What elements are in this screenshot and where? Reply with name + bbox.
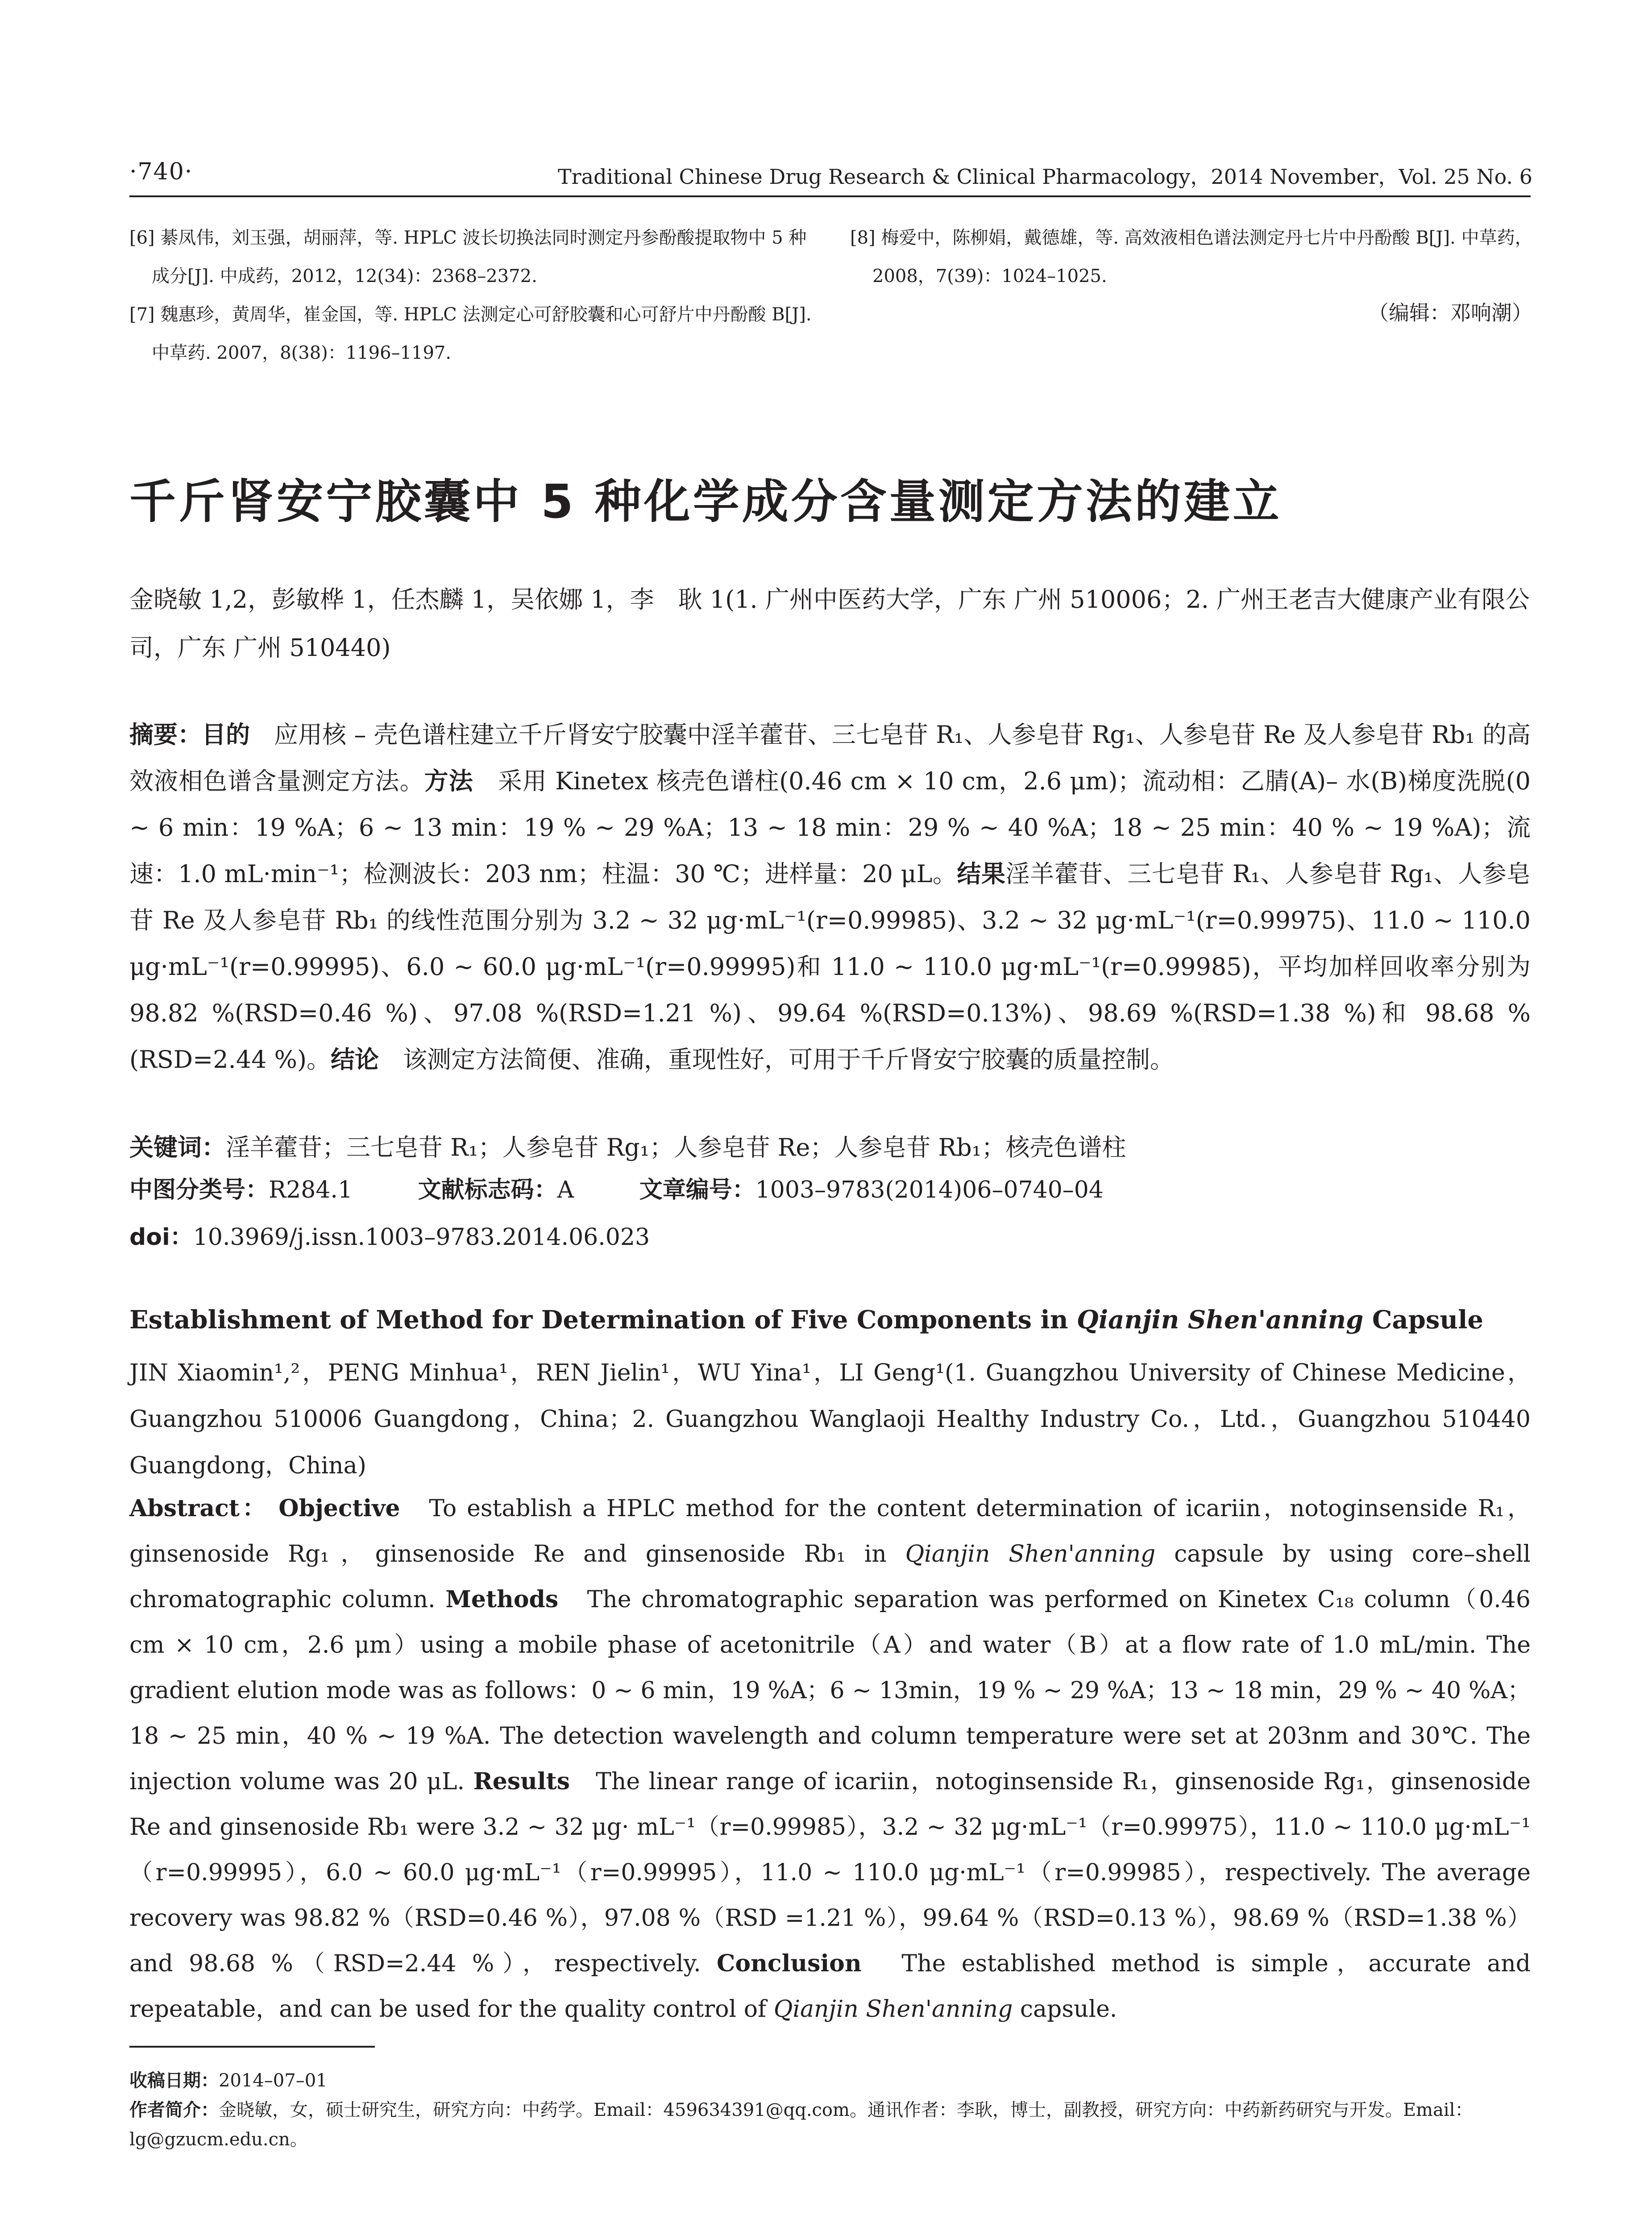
articleno-label: 文章编号： bbox=[639, 1177, 755, 1203]
methods-label: 方法 bbox=[424, 767, 473, 795]
author-info-label: 作者简介： bbox=[129, 2100, 219, 2120]
reference-item: [7] 魏惠珍，黄周华，崔金国，等. HPLC 法测定心可舒胶囊和心可舒片中丹酚酸 B[J]. 中草药. 2007，8(38)：1196–1197. bbox=[129, 304, 812, 363]
received-label: 收稿日期： bbox=[129, 2070, 219, 2091]
en-methods-label: Methods bbox=[445, 1586, 559, 1613]
keywords-label: 关键词： bbox=[129, 1133, 226, 1161]
english-title bbox=[129, 1305, 1483, 1335]
en-objective-text-end: capsule by using core–shell chromatographic column. bbox=[129, 1541, 1531, 1613]
references-left-column bbox=[129, 219, 817, 372]
english-title-italic: Qianjin Shen'anning bbox=[1077, 1305, 1364, 1335]
english-abstract bbox=[129, 1486, 1531, 2032]
english-title-suffix: Capsule bbox=[1363, 1305, 1483, 1335]
article-title: 千斤肾安宁胶囊中 5 种化学成分含量测定方法的建立 bbox=[129, 474, 1282, 529]
conclusion-text: 该测定方法简便、准确，重现性好，可用于千斤肾安宁胶囊的质量控制。 bbox=[379, 1045, 1175, 1074]
journal-header: Traditional Chinese Drug Research & Clinical Pharmacology，2014 November，Vol. 25 No. 6 bbox=[558, 165, 1532, 189]
chinese-abstract bbox=[129, 712, 1531, 1083]
keywords bbox=[129, 1124, 1531, 1171]
classification-line bbox=[129, 1171, 1162, 1204]
keywords-text: 淫羊藿苷；三七皂苷 R₁；人参皂苷 Rg₁；人参皂苷 Re；人参皂苷 Rb₁；核壳色谱柱 bbox=[226, 1133, 1126, 1161]
doi-line bbox=[129, 1218, 650, 1252]
doccode-label: 文献标志码： bbox=[418, 1177, 557, 1203]
en-abstract-label: Abstract： bbox=[129, 1495, 269, 1522]
doccode-value: A bbox=[557, 1177, 574, 1203]
reference-item: [8] 梅爱中，陈柳娟，戴德雄，等. 高效液相色谱法测定丹七片中丹酚酸 B[J]. 中草药，2008，7(39)：1024–1025. bbox=[850, 228, 1533, 286]
clc-label: 中图分类号： bbox=[129, 1177, 269, 1203]
objective-label: 目的 bbox=[202, 721, 250, 749]
footnote-divider bbox=[129, 2046, 375, 2048]
en-results-text: The linear range of icariin，notoginsenside R₁，ginsenoside Rg₁，ginsenoside Re and ginsenoside Rb₁ were 3.2 ~ 32 μg· mL⁻¹（r=0.99985），3.2 ~ 32 μg·mL⁻¹（r=0.99975），11.0 ~ 110.0 μg·mL⁻¹（r=0.99995），6.0 ~ 60.0 μg·mL⁻¹（r=0.99995），11.0 ~ 110.0 μg·mL⁻¹（r=0.99985），respectively. The average recovery was 98.82 %（RSD=0.46 %），97.08 %（RSD =1.21 %），99.64 %（RSD=0.13 %），98.69 %（RSD=1.38 %）and 98.68 %（RSD=2.44 %），respectively. bbox=[129, 1768, 1531, 1977]
results-text: 淫羊藿苷、三七皂苷 R₁、人参皂苷 Rg₁、人参皂苷 Re 及人参皂苷 Rb₁ 的线性范围分别为 3.2 ~ 32 μg·mL⁻¹(r=0.99985)、3.2 ~ 32 μg·mL⁻¹(r=0.99975)、11.0 ~ 110.0 μg·mL⁻¹(r=0.99995)、6.0 ~ 60.0 μg·mL⁻¹(r=0.99995)和 11.0 ~ 110.0 μg·mL⁻¹(r=0.99985)，平均加样回收率分别为 98.82 %(RSD=0.46 %)、97.08 %(RSD=1.21 %)、99.64 %(RSD=0.13%)、98.69 %(RSD=1.38 %)和 98.68 %(RSD=2.44 %)。 bbox=[129, 860, 1531, 1074]
footnotes bbox=[129, 2066, 1531, 2154]
en-conclusion-text-end: capsule. bbox=[1013, 1996, 1117, 2023]
conclusion-label: 结论 bbox=[331, 1045, 379, 1074]
author-list: 金晓敏 1,2，彭敏桦 1，任杰麟 1，吴依娜 1，李 耿 1(1. 广州中医药大学，广东 广州 510006；2. 广州王老吉大健康产业有限公司，广东 广州 510440) bbox=[129, 585, 1530, 662]
header-divider bbox=[129, 195, 1531, 197]
en-objective-label: Objective bbox=[278, 1495, 400, 1522]
objective-text: 应用核 – 壳色谱柱建立千斤肾安宁胶囊中淫羊藿苷、三七皂苷 R₁、人参皂苷 Rg₁、人参皂苷 Re 及人参皂苷 Rb₁ 的高效液相色谱含量测定方法。 bbox=[129, 721, 1531, 795]
author-info bbox=[129, 2095, 1531, 2154]
en-methods-text: The chromatographic separation was performed on Kinetex C₁₈ column（0.46 cm × 10 cm，2.6 μm）using a mobile phase of acetonitrile（A）and water（B）at a flow rate of 1.0 mL/min. The gradient elution mode was as follows：0 ~ 6 min，19 %A；6 ~ 13min，19 % ~ 29 %A；13 ~ 18 min，29 % ~ 40 %A；18 ~ 25 min，40 % ~ 19 %A. The detection wavelength and column temperature were set at 203nm and 30℃. The injection volume was 20 μL. bbox=[129, 1586, 1531, 1795]
doi-label: doi： bbox=[129, 1224, 193, 1251]
en-conclusion-label: Conclusion bbox=[717, 1950, 862, 1977]
received-date bbox=[129, 2066, 1531, 2095]
page-number: ·740· bbox=[129, 158, 193, 185]
methods-text: 采用 Kinetex 核壳色谱柱(0.46 cm × 10 cm，2.6 μm)；流动相：乙腈(A)– 水(B)梯度洗脱(0 ~ 6 min：19 %A；6 ~ 13 min：19 % ~ 29 %A；13 ~ 18 min：29 % ~ 40 %A；18 ~ 25 min：40 % ~ 19 %A)；流速：1.0 mL·min⁻¹；检测波长：203 nm；柱温：30 ℃；进样量：20 μL。 bbox=[129, 767, 1531, 888]
en-objective-text: To establish a HPLC method for the content determination of icariin，notoginsenside R₁，ginsenoside Rg₁，ginsenoside Re and ginsenoside Rb₁ in bbox=[129, 1495, 1531, 1568]
english-title-text: Establishment of Method for Determination of Five Components in bbox=[129, 1305, 1077, 1335]
articleno-value: 1003–9783(2014)06–0740–04 bbox=[755, 1177, 1104, 1203]
abstract-label: 摘要： bbox=[129, 721, 202, 749]
en-results-label: Results bbox=[473, 1768, 570, 1795]
en-objective-italic: Qianjin Shen'anning bbox=[905, 1541, 1156, 1568]
editor-credit: （编辑：邓响潮） bbox=[1368, 301, 1532, 325]
en-conclusion-text: The established method is simple，accurate and repeatable，and can be used for the quality control of bbox=[129, 1950, 1531, 2023]
author-info-text: 金晓敏，女，硕士研究生，研究方向：中药学。Email：459634391@qq.com。通讯作者：李耿，博士，副教授，研究方向：中药新药研究与开发。Email：lg@gzucm.edu.cn。 bbox=[129, 2100, 1473, 2150]
en-conclusion-italic: Qianjin Shen'anning bbox=[773, 1996, 1013, 2023]
results-label: 结果 bbox=[957, 860, 1006, 888]
clc-value: R284.1 bbox=[269, 1177, 353, 1203]
english-authors: JIN Xiaomin¹,²，PENG Minhua¹，REN Jielin¹，WU Yina¹，LI Geng¹(1. Guangzhou University of Chinese Medicine，Guangzhou 510006 Guangdong，China；2. Guangzhou Wanglaoji Healthy Industry Co.，Ltd.，Guangzhou 510440 Guangdong，China) bbox=[129, 1360, 1531, 1479]
references-right-column bbox=[850, 219, 1533, 295]
received-value: 2014–07–01 bbox=[219, 2070, 328, 2091]
doi-value: 10.3969/j.issn.1003–9783.2014.06.023 bbox=[193, 1224, 650, 1251]
reference-item: [6] 綦凤伟，刘玉强，胡丽萍，等. HPLC 波长切换法同时测定丹参酚酸提取物中 5 种成分[J]. 中成药，2012，12(34)：2368–2372. bbox=[129, 228, 807, 286]
